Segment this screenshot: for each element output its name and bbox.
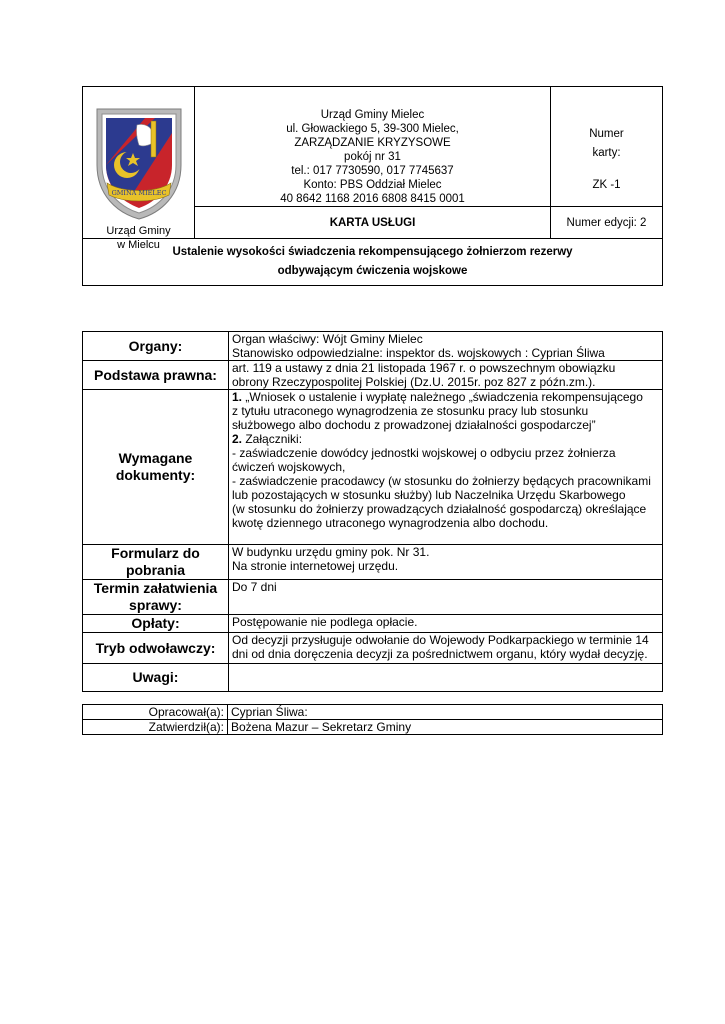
formularz-label-line1: Formularz do bbox=[111, 545, 200, 561]
logo-caption bbox=[83, 224, 194, 252]
doc-item2-num: 2. bbox=[232, 432, 243, 446]
office-line-5: tel.: 017 7730590, 017 7745637 bbox=[291, 165, 454, 177]
logo-cell bbox=[83, 87, 195, 251]
office-line-1: Urząd Gminy Mielec bbox=[320, 109, 425, 121]
doc-item1-line3: służbowego albo dochodu z prowadzonej działalności gospodarczej” bbox=[232, 418, 596, 432]
doc-item1-line1 bbox=[232, 390, 658, 404]
doc-item2-line2: ćwiczeń wojskowych, bbox=[232, 460, 346, 474]
row-approved bbox=[83, 720, 663, 735]
approved-value: Bożena Mazur – Sekretarz Gminy bbox=[228, 720, 663, 735]
doc-item2-line1: - zaświadczenie dowódcy jednostki wojskowej o odbyciu przez żołnierza bbox=[232, 446, 616, 460]
row-formularz bbox=[83, 545, 663, 580]
office-line-3: ZARZĄDZANIE KRYZYSOWE bbox=[294, 137, 451, 149]
card-number-label-1: Numer bbox=[589, 128, 624, 140]
formularz-line1: W budynku urzędu gminy pok. Nr 31. bbox=[232, 545, 430, 559]
office-line-6: Konto: PBS Oddział Mielec bbox=[303, 179, 442, 191]
doc-item1-text: „Wniosek o ustalenie i wypłatę należnego „świadczenia rekompensującego bbox=[242, 390, 643, 404]
service-info-table bbox=[82, 331, 663, 692]
logo-caption-line1: Urząd Gminy bbox=[106, 225, 171, 237]
svg-text:GMINA MIELEC: GMINA MIELEC bbox=[111, 189, 166, 197]
row-organy bbox=[83, 332, 663, 361]
doc-item2-line3: - zaświadczenie pracodawcy (w stosunku do żołnierzy będących pracownikami bbox=[232, 474, 651, 488]
doc-item2-line5: (w stosunku do żołnierzy prowadzących działalność gospodarczą) określające bbox=[232, 502, 647, 516]
termin-label-line1: Termin załatwienia bbox=[93, 580, 218, 596]
doc-item2-line6: kwotę dziennego utraconego wynagrodzenia albo dochodu. bbox=[232, 516, 549, 530]
prepared-value: Cyprian Śliwa: bbox=[228, 705, 663, 720]
podstawa-line1: art. 119 a ustawy z dnia 21 listopada 1967 r. o powszechnym obowiązku bbox=[232, 361, 616, 375]
row-tryb bbox=[83, 633, 663, 664]
doc-item2-header bbox=[232, 432, 658, 446]
card-number-cell bbox=[551, 87, 663, 207]
doc-item1-line2: z tytułu utraconego wynagrodzenia ze stosunku pracy lub stosunku bbox=[232, 404, 589, 418]
row-podstawa bbox=[83, 361, 663, 390]
row-uwagi bbox=[83, 664, 663, 692]
value-termin: Do 7 dni bbox=[229, 580, 663, 615]
tryb-line2: dni od dnia doręczenia decyzji za pośrednictwem organu, który wydał decyzję. bbox=[232, 647, 648, 661]
organy-line1: Organ właściwy: Wójt Gminy Mielec bbox=[232, 332, 423, 346]
edition-number: Numer edycji: 2 bbox=[551, 207, 663, 239]
card-number-value: ZK -1 bbox=[592, 179, 621, 191]
doc-item1-num: 1. bbox=[232, 390, 243, 404]
termin-label-line2: sprawy: bbox=[129, 597, 182, 613]
card-title: KARTA USŁUGI bbox=[195, 207, 551, 239]
doc-item2-label: Załączniki: bbox=[242, 432, 303, 446]
row-termin bbox=[83, 580, 663, 615]
label-podstawa: Podstawa prawna: bbox=[83, 361, 229, 390]
approved-label: Zatwierdził(a): bbox=[83, 720, 228, 735]
row-prepared bbox=[83, 705, 663, 720]
label-termin bbox=[83, 580, 229, 615]
office-address-cell bbox=[195, 87, 551, 207]
dokumenty-label-line2: dokumenty: bbox=[115, 467, 196, 483]
office-line-4: pokój nr 31 bbox=[344, 151, 401, 163]
row-dokumenty bbox=[83, 390, 663, 545]
office-line-2: ul. Głowackiego 5, 39-300 Mielec, bbox=[286, 123, 459, 135]
label-uwagi: Uwagi: bbox=[83, 664, 229, 692]
value-oplaty: Postępowanie nie podlega opłacie. bbox=[229, 615, 663, 633]
logo-caption-line2: w Mielcu bbox=[117, 239, 160, 251]
formularz-label-line2: pobrania bbox=[125, 562, 186, 578]
formularz-line2: Na stronie internetowej urzędu. bbox=[232, 559, 399, 573]
label-organy: Organy: bbox=[83, 332, 229, 361]
coat-of-arms-icon bbox=[93, 103, 185, 221]
header-table bbox=[82, 86, 663, 286]
dokumenty-label-line1: Wymagane bbox=[118, 450, 193, 466]
value-podstawa bbox=[229, 361, 663, 390]
card-number-label-2: karty: bbox=[592, 147, 621, 159]
service-subject-line1: Ustalenie wysokości świadczenia rekompensującego żołnierzom rezerwy bbox=[172, 246, 573, 258]
label-formularz bbox=[83, 545, 229, 580]
organy-line2: Stanowisko odpowiedzialne: inspektor ds. wojskowych : Cyprian Śliwa bbox=[232, 346, 605, 360]
label-oplaty: Opłaty: bbox=[83, 615, 229, 633]
prepared-label: Opracował(a): bbox=[83, 705, 228, 720]
value-uwagi bbox=[229, 664, 663, 692]
tryb-line1: Od decyzji przysługuje odwołanie do Wojewody Podkarpackiego w terminie 14 bbox=[232, 633, 649, 647]
value-formularz bbox=[229, 545, 663, 580]
value-tryb bbox=[229, 633, 663, 664]
approval-table bbox=[82, 704, 663, 735]
label-dokumenty bbox=[83, 390, 229, 545]
row-oplaty bbox=[83, 615, 663, 633]
service-subject-line2: odbywającym ćwiczenia wojskowe bbox=[277, 265, 468, 277]
office-line-7: 40 8642 1168 2016 6808 8415 0001 bbox=[280, 193, 465, 205]
podstawa-line2: obrony Rzeczypospolitej Polskiej (Dz.U. 2015r. poz 827 z późn.zm.). bbox=[232, 375, 596, 389]
label-tryb: Tryb odwoławczy: bbox=[83, 633, 229, 664]
doc-item2-line4: lub pozostających w stosunku służby) lub Naczelnika Urzędu Skarbowego bbox=[232, 488, 626, 502]
value-organy bbox=[229, 332, 663, 361]
value-dokumenty bbox=[229, 390, 663, 545]
